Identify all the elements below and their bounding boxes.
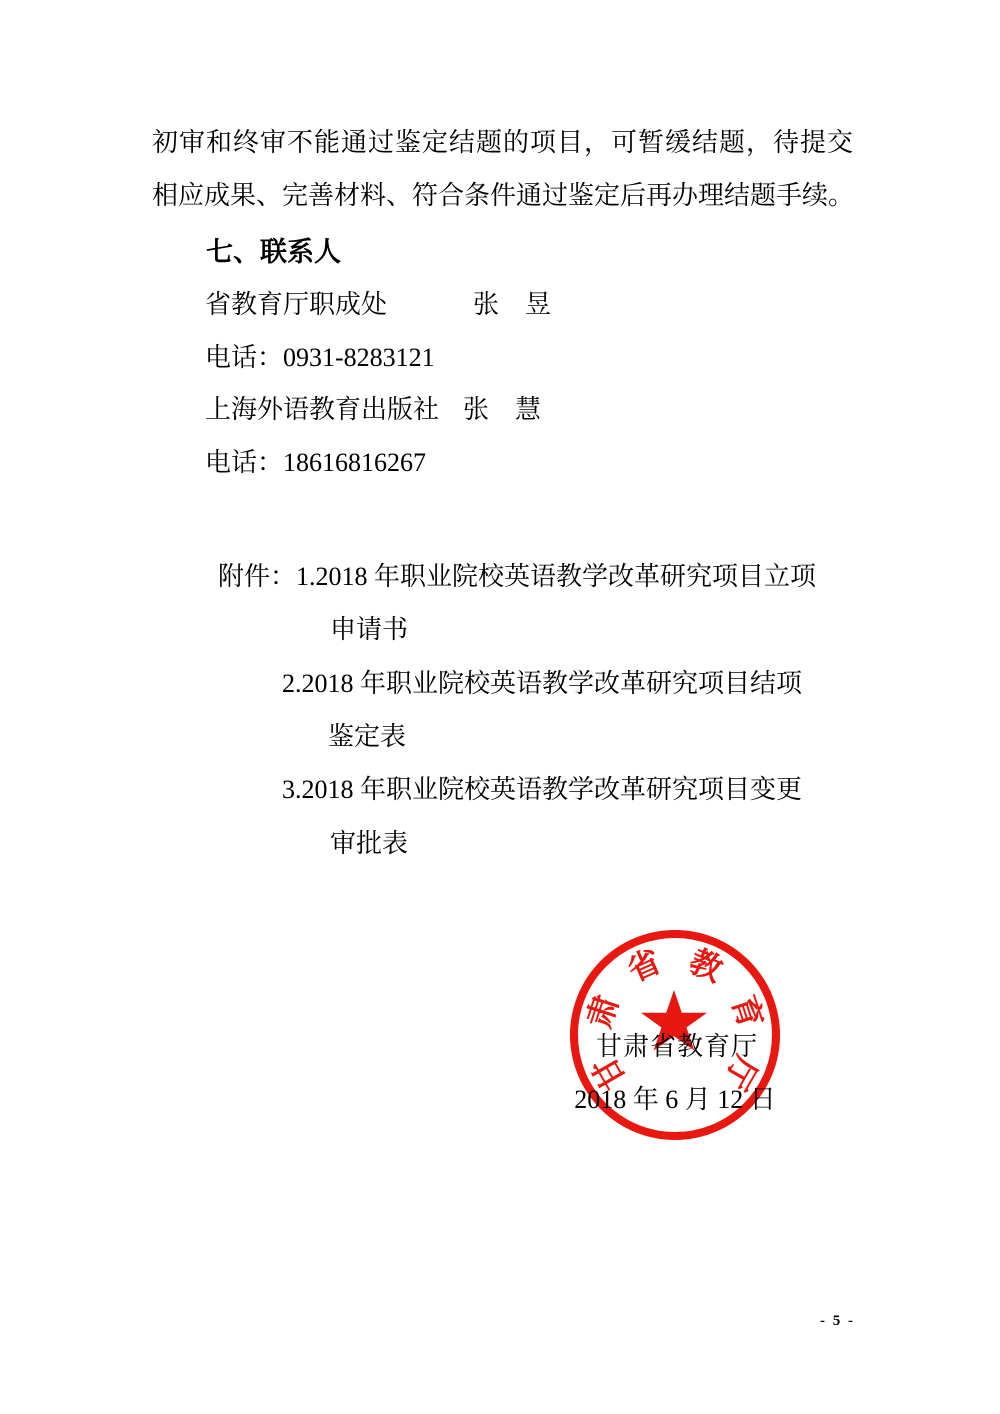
contact-name: 张 昱 [473,290,552,319]
contact-org: 省教育厅职成处 [205,290,388,319]
attachment-item-line: 申请书 [330,615,409,644]
body-paragraph-line-1: 初审和终审不能通过鉴定结题的项目，可暂缓结题，待提交 [152,128,855,157]
seal-ring-char: 肃 [580,990,625,1033]
issue-date: 2018 年 6 月 12 日 [574,1085,776,1114]
contact-org: 上海外语教育出版社 [205,395,440,424]
contact-phone: 电话：18616816267 [205,448,427,477]
attachments-label: 附件： [218,562,297,591]
official-seal [570,930,780,1140]
attachment-item-line: 3.2018 年职业院校英语教学改革研究项目变更 [282,775,803,804]
contact-phone: 电话：0931-8283121 [205,343,435,372]
attachment-item-line [218,562,816,592]
section-heading-contacts: 七、联系人 [206,237,341,267]
seal-ring-char: 育 [725,990,770,1033]
contact-row [205,395,625,425]
attachment-item-line: 鉴定表 [328,722,407,751]
attachment-item-text: 1.2018 年职业院校英语教学改革研究项目立项 [296,562,817,591]
attachment-item-line: 审批表 [330,829,409,858]
contact-row [205,290,625,320]
attachment-item-line: 2.2018 年职业院校英语教学改革研究项目结项 [282,669,803,698]
seal-ring-char: 教 [683,942,728,989]
issuer-signature: 甘肃省教育厅 [595,1032,758,1061]
seal-ring-char: 省 [622,942,667,989]
seal-ring-char: 厅 [717,1050,765,1096]
contact-name: 张 慧 [463,395,542,424]
seal-ring-char: 甘 [585,1050,633,1096]
body-paragraph-line-2: 相应成果、完善材料、符合条件通过鉴定后再办理结题手续。 [152,181,855,210]
page-number: - 5 - [820,1313,855,1329]
